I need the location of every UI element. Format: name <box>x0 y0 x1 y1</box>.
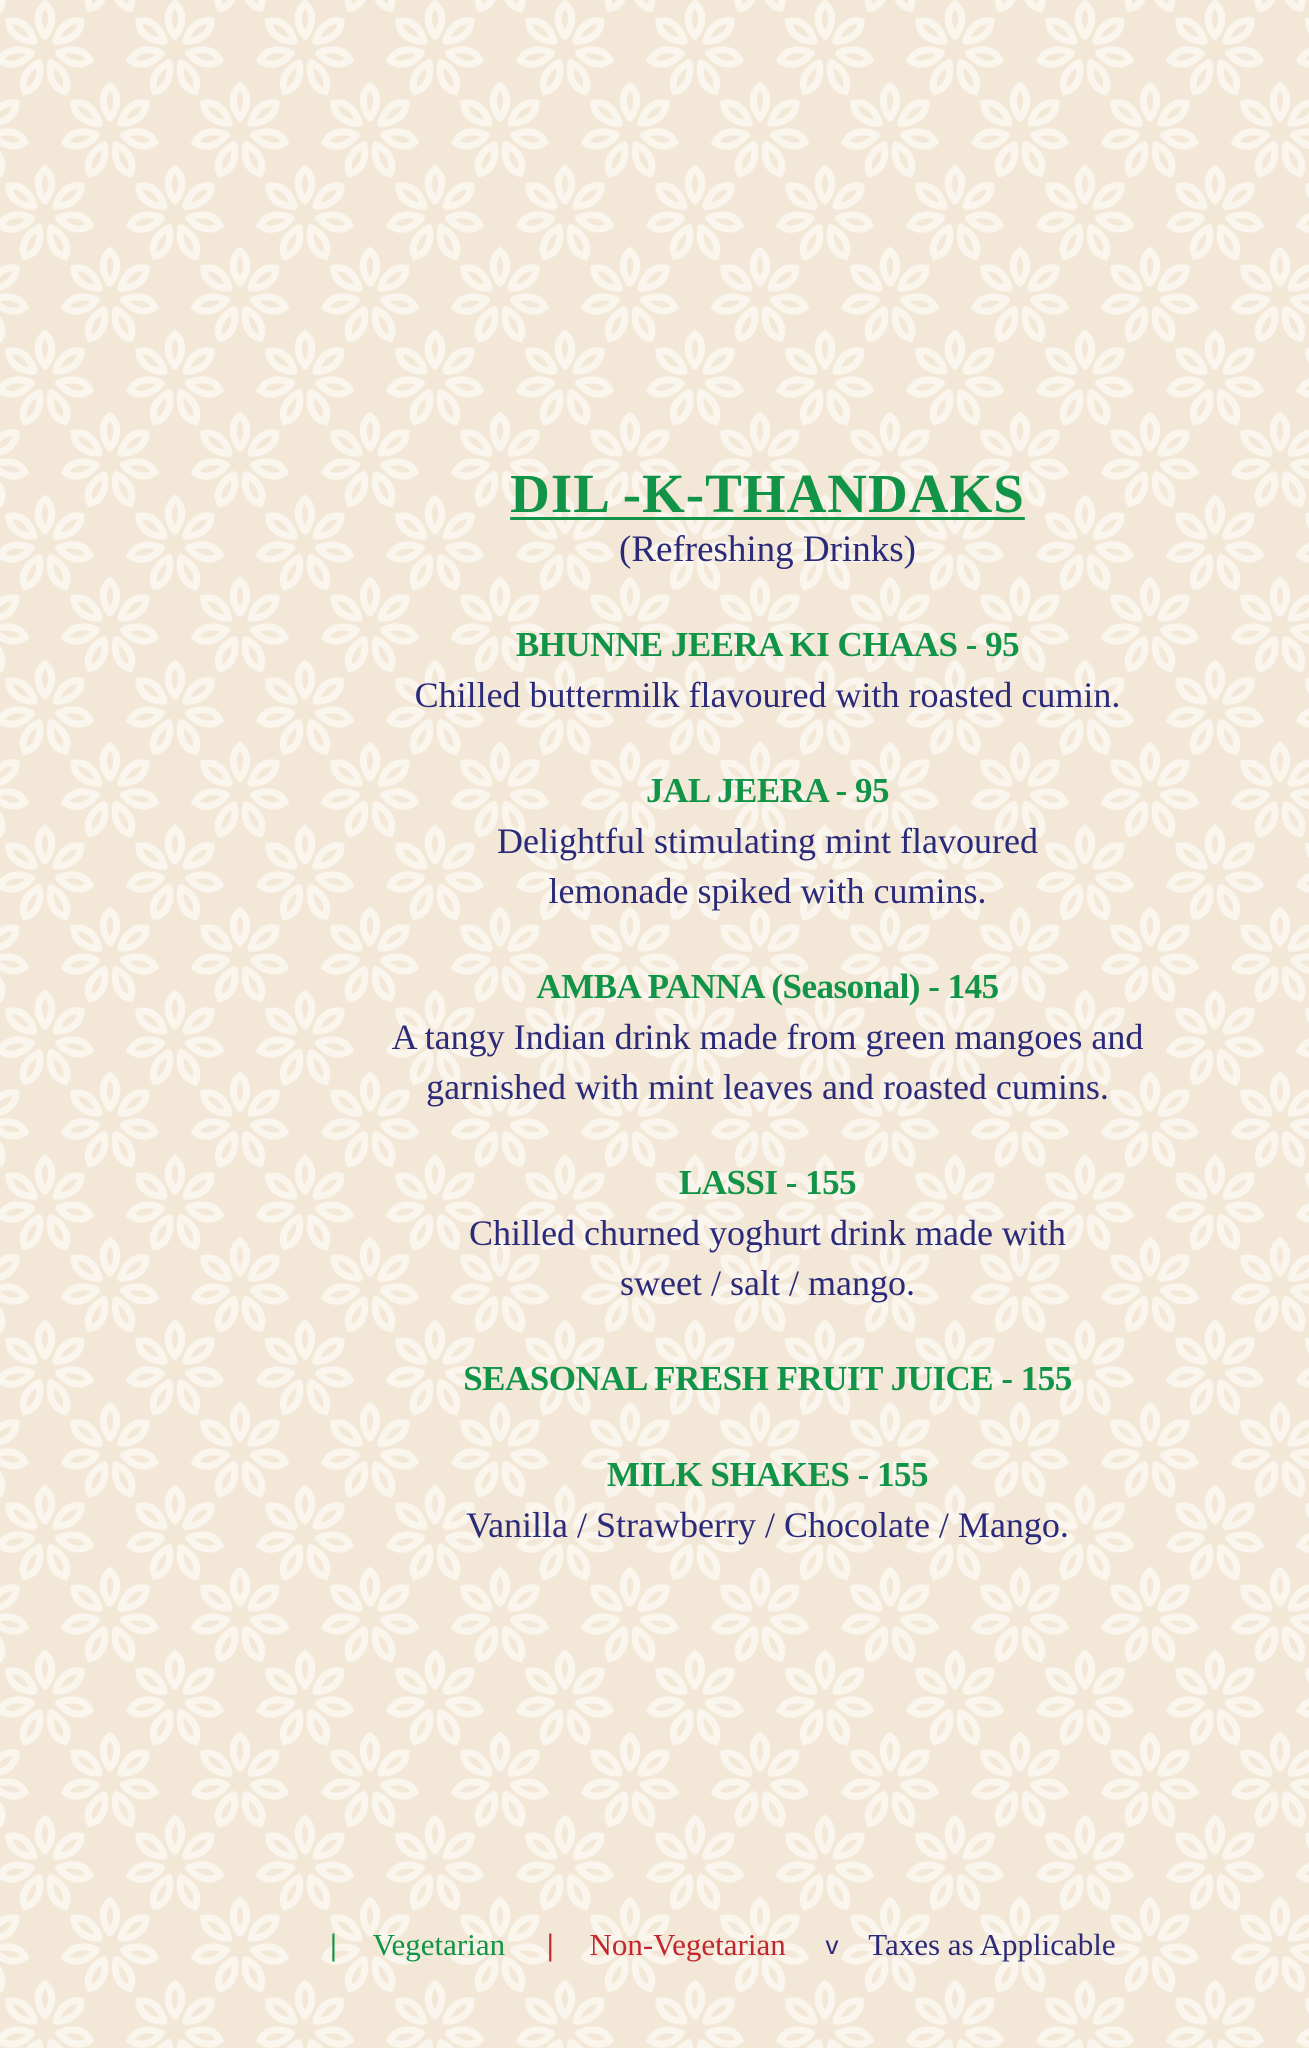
menu-item-chaas <box>300 620 1235 720</box>
item-name: BHUNNE JEERA KI CHAAS - 95 <box>515 625 1020 664</box>
item-name: JAL JEERA - 95 <box>646 771 889 810</box>
menu-subtitle: (Refreshing Drinks) <box>619 529 916 570</box>
item-description: garnished with mint leaves and roasted cumins. <box>426 1067 1109 1107</box>
item-description: Delightful stimulating mint flavoured <box>497 821 1038 861</box>
vegetarian-label: Vegetarian <box>372 1926 506 1962</box>
drinks-menu <box>300 462 1235 1550</box>
item-description: lemonade spiked with cumins. <box>548 871 987 911</box>
item-description: A tangy Indian drink made from green mangoes and <box>391 1017 1144 1057</box>
menu-item-amba-panna <box>300 962 1235 1112</box>
taxes-label: Taxes as Applicable <box>868 1926 1116 1962</box>
vegetarian-mark-icon: | <box>330 1926 337 1962</box>
menu-title: DIL -K-THANDAKS <box>510 463 1025 524</box>
menu-item-lassi <box>300 1158 1235 1308</box>
item-name: LASSI - 155 <box>678 1163 857 1202</box>
item-description: Vanilla / Strawberry / Chocolate / Mango. <box>466 1505 1069 1545</box>
item-name: MILK SHAKES - 155 <box>606 1455 929 1494</box>
tax-mark-icon: v <box>825 1929 839 1960</box>
item-name: AMBA PANNA (Seasonal) - 145 <box>536 967 999 1006</box>
item-description: Chilled buttermilk flavoured with roasted cumin. <box>414 675 1121 715</box>
dietary-legend <box>330 1922 1116 1965</box>
item-description: sweet / salt / mango. <box>620 1263 915 1303</box>
item-name: SEASONAL FRESH FRUIT JUICE - 155 <box>463 1359 1072 1398</box>
non-vegetarian-mark-icon: | <box>546 1926 554 1962</box>
menu-item-milk-shakes <box>300 1450 1235 1550</box>
non-vegetarian-label: Non-Vegetarian <box>589 1926 786 1962</box>
menu-item-jal-jeera <box>300 766 1235 916</box>
menu-item-fruit-juice <box>300 1354 1235 1404</box>
item-description: Chilled churned yoghurt drink made with <box>469 1213 1066 1253</box>
